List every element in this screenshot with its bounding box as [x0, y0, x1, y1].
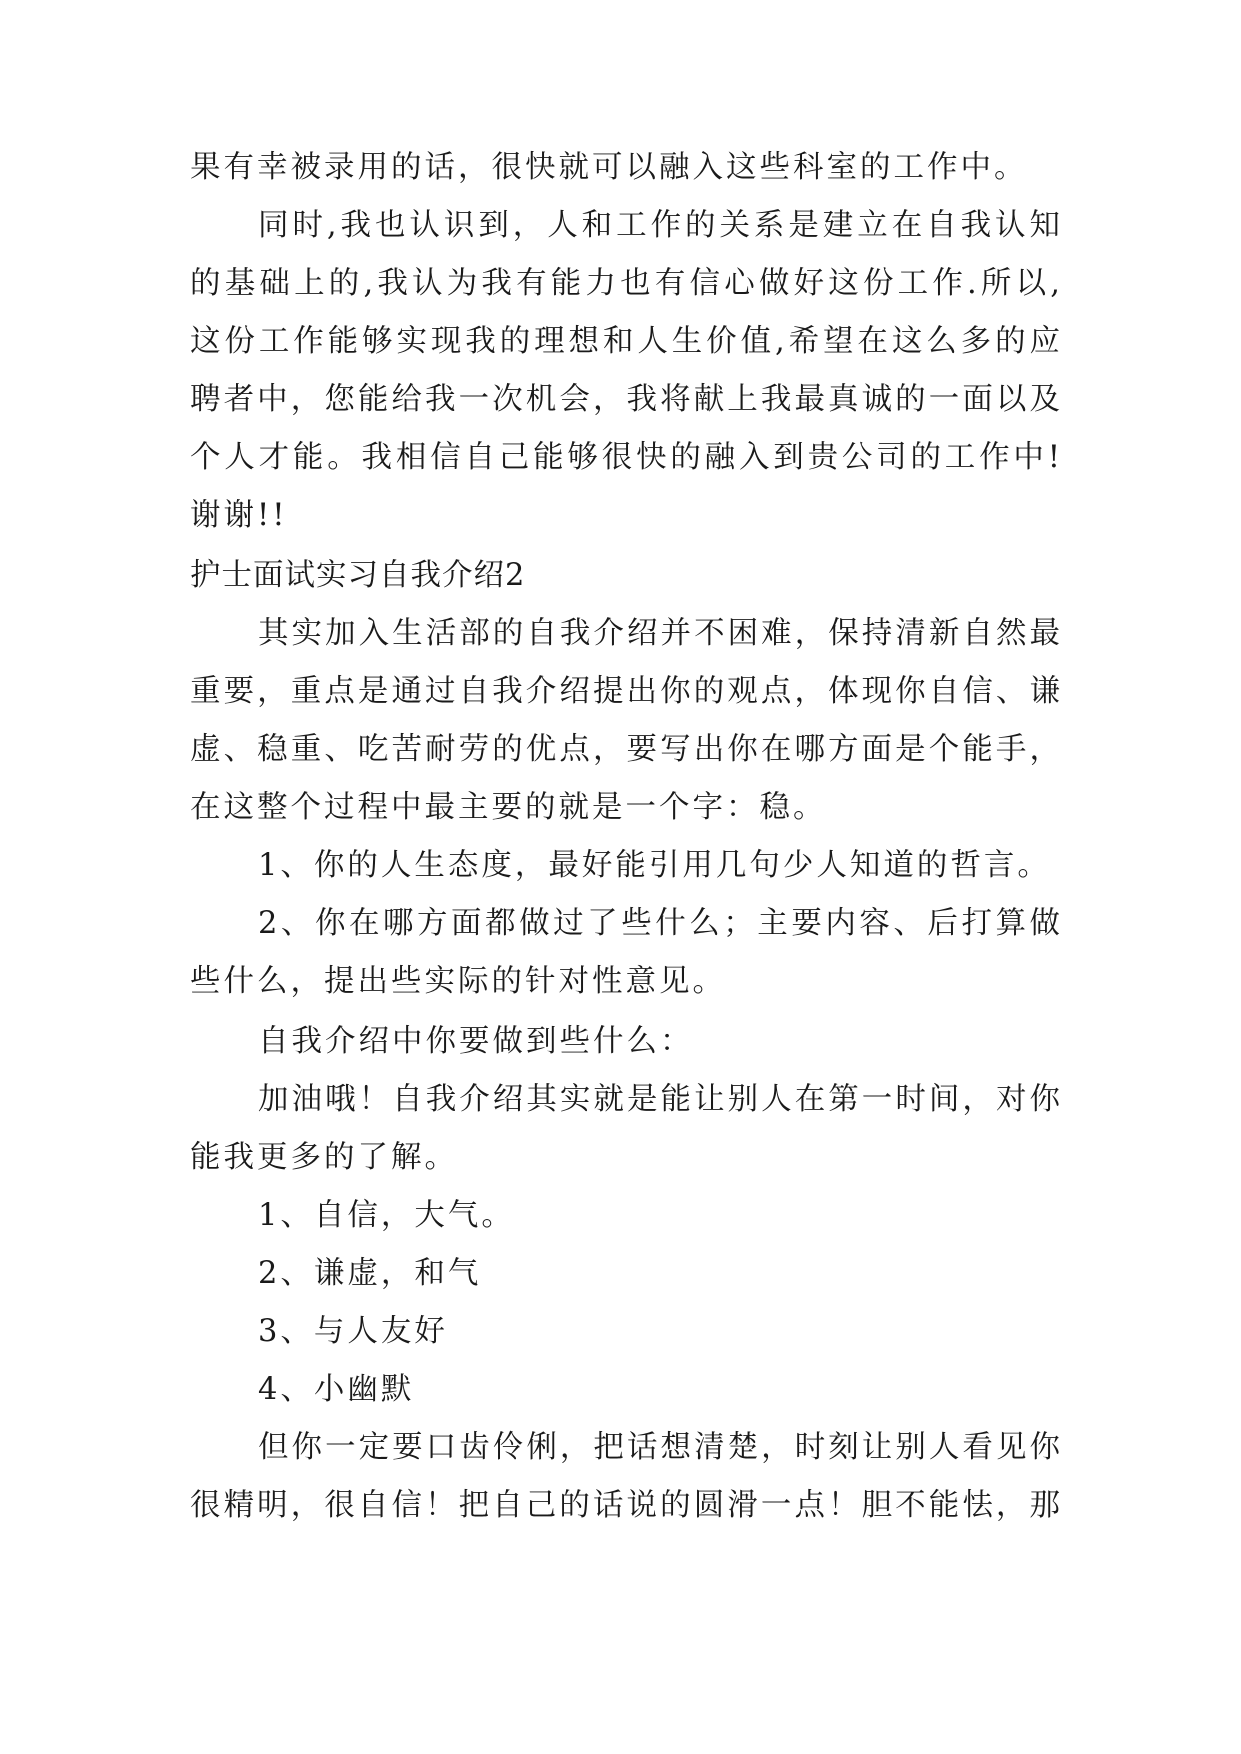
list-item: 1、你的人生态度，最好能引用几句少人知道的哲言。	[258, 848, 1051, 883]
paragraph-line: 自我介绍中你要做到些什么：	[258, 1024, 694, 1059]
paragraph-line: 个人才能。我相信自己能够很快的融入到贵公司的工作中!	[190, 440, 1060, 475]
list-item: 2、你在哪方面都做过了些什么；主要内容、后打算做	[258, 906, 1060, 941]
list-item: 1、自信，大气。	[258, 1198, 515, 1233]
paragraph-line: 加油哦！自我介绍其实就是能让别人在第一时间，对你	[258, 1082, 1060, 1117]
paragraph-line: 这份工作能够实现我的理想和人生价值,希望在这么多的应	[190, 324, 1060, 359]
paragraph-line: 重要，重点是通过自我介绍提出你的观点，体现你自信、谦	[190, 674, 1060, 709]
paragraph-line: 在这整个过程中最主要的就是一个字：稳。	[190, 790, 827, 825]
paragraph-line: 果有幸被录用的话，很快就可以融入这些科室的工作中。	[190, 150, 1028, 185]
paragraph-line: 聘者中，您能给我一次机会，我将献上我最真诚的一面以及	[190, 382, 1060, 417]
paragraph-line: 能我更多的了解。	[190, 1140, 458, 1175]
paragraph-line: 谢谢!!	[190, 498, 288, 533]
section-heading: 护士面试实习自我介绍2	[190, 558, 526, 593]
list-item: 2、谦虚，和气	[258, 1256, 482, 1291]
paragraph-line: 其实加入生活部的自我介绍并不困难，保持清新自然最	[258, 616, 1060, 651]
list-item: 4、小幽默	[258, 1372, 415, 1407]
paragraph-line: 的基础上的,我认为我有能力也有信心做好这份工作.所以,	[190, 266, 1060, 301]
paragraph-line: 同时,我也认识到，人和工作的关系是建立在自我认知	[258, 208, 1060, 243]
list-item: 3、与人友好	[258, 1314, 448, 1349]
paragraph-line: 很精明，很自信！把自己的话说的圆滑一点！胆不能怯，那	[190, 1488, 1060, 1523]
paragraph-line: 些什么，提出些实际的针对性意见。	[190, 964, 726, 999]
paragraph-line: 但你一定要口齿伶俐，把话想清楚，时刻让别人看见你	[258, 1430, 1060, 1465]
paragraph-line: 虚、稳重、吃苦耐劳的优点，要写出你在哪方面是个能手，	[190, 732, 1060, 767]
